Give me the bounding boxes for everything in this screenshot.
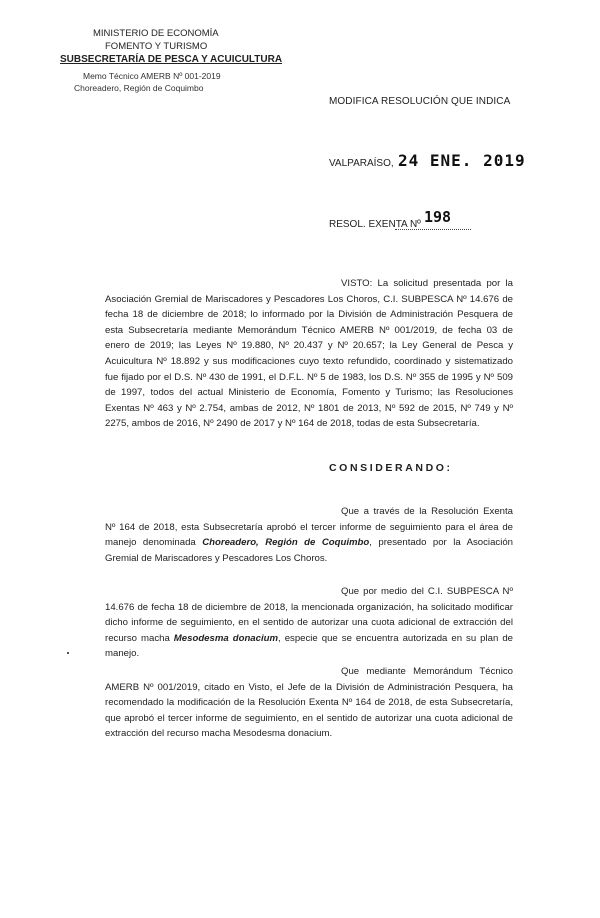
- considerando-paragraph-3: Que mediante Memorándum Técnico AMERB Nº 001/2019, citado en Visto, el Jefe de la División de Administración Pesquera, ha recomendado la modificación de la Resolución Exenta Nº 164 de 2018, de esta Subsecretaría, que aprobó el tercer informe de seguimiento, en el sentido de autorizar una cuota adicional de extracción del recurso macha Mesodesma donacium.: [105, 666, 513, 740]
- margin-mark: [67, 652, 69, 654]
- ministry-line-2: FOMENTO Y TURISMO: [105, 41, 208, 52]
- resolution-label: RESOL. EXENTA Nº: [329, 219, 421, 230]
- species-name: Mesodesma donacium: [173, 632, 279, 644]
- place-label: VALPARAÍSO,: [329, 158, 394, 169]
- visto-text: VISTO: La solicitud presentada por la Asociación Gremial de Mariscadores y Pescadores Los Choros, C.I. SUBPESCA Nº 14.676 de fecha 18 de diciembre de 2018; lo informado por la División de Administración Pesquera de esta Subsecretaría mediante Memorándum Técnico AMERB Nº 001/2019, de fecha 03 de enero de 2019; las Leyes Nº 19.880, Nº 20.437 y Nº 20.657; la Ley General de Pesca y Acuicultura Nº 18.892 y sus modificaciones cuyo texto refundido, coordinado y sistematizado fue fijado por el D.S. Nº 430 de 1991, el D.F.L. Nº 5 de 1983, los D.S. Nº 355 de 1995 y Nº 509 de 1997, todos del actual Ministerio de Economía, Fomento y Turismo; las Resoluciones Exentas Nº 463 y Nº 2.754, ambas de 2012, Nº 1801 de 2013, Nº 592 de 2015, Nº 749 y Nº 2275, ambos de 2016, Nº 2490 de 2017 y Nº 164 de 2018, todas de esta Subsecretaría.: [105, 278, 513, 430]
- considerando-heading: CONSIDERANDO:: [329, 462, 453, 474]
- date-stamp: 24 ENE. 2019: [398, 151, 526, 170]
- memo-reference: Memo Técnico AMERB Nº 001-2019: [83, 71, 221, 81]
- considerando-paragraph-2: Que por medio del C.I. SUBPESCA Nº 14.676 de fecha 18 de diciembre de 2018, la mencionada organización, ha solicitado modificar dicho informe de seguimiento, en el sentido de autorizar una cuota adicional de extracción del recurso macha Mesodesma donacium, especie que se encuentra autorizada en su plan de manejo.: [105, 586, 513, 660]
- visto-paragraph: [105, 276, 513, 432]
- area-reference: Choreadero, Región de Coquimbo: [74, 83, 204, 93]
- document-title: MODIFICA RESOLUCIÓN QUE INDICA: [329, 96, 511, 107]
- area-name: Choreadero, Región de Coquimbo: [202, 537, 370, 549]
- resolution-dotted-line: [395, 229, 471, 230]
- considerando-paragraph-1: Que a través de la Resolución Exenta Nº 164 de 2018, esta Subsecretaría aprobó el tercer informe de seguimiento para el área de manejo denominada Choreadero, Región de Coquimbo, presentado por la Asociación Gremial de Mariscadores y Pescadores Los Choros.: [105, 506, 513, 564]
- ministry-line-1: MINISTERIO DE ECONOMÍA: [93, 28, 219, 39]
- resolution-number: 198: [424, 208, 452, 226]
- subsecretaria-title: SUBSECRETARÍA DE PESCA Y ACUICULTURA: [60, 54, 283, 65]
